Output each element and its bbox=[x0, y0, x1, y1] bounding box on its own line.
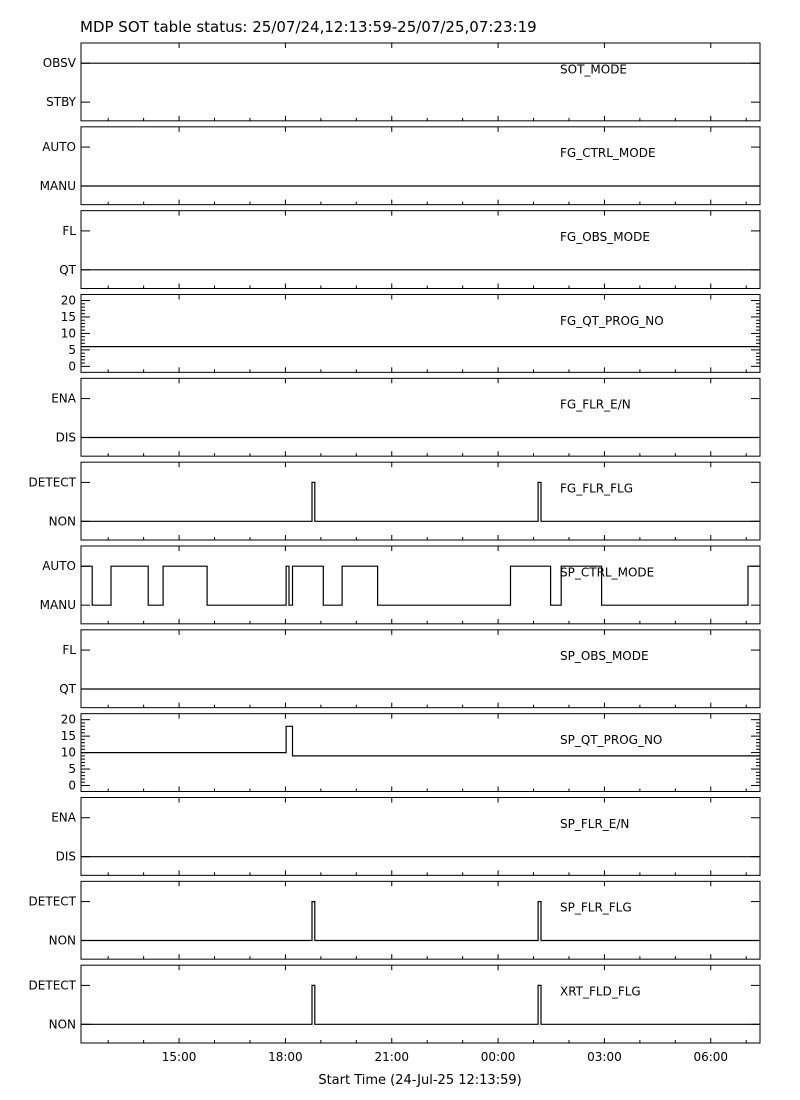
y-tick-label: NON bbox=[48, 1017, 76, 1032]
panel-fg-ctrl-mode bbox=[40, 127, 760, 205]
series-line-xrt-fld-flg bbox=[81, 985, 760, 1024]
y-tick-label: STBY bbox=[46, 95, 76, 110]
panel-sp-flr-flg bbox=[29, 881, 760, 959]
series-name-label: FG_FLR_FLG bbox=[560, 481, 634, 496]
panel-frame bbox=[81, 127, 760, 205]
y-tick-label: 10 bbox=[60, 326, 76, 341]
panel-fg-obs-mode bbox=[59, 211, 760, 289]
panel-frame bbox=[81, 630, 760, 708]
x-tick-label: 18:00 bbox=[268, 1050, 303, 1064]
series-name-label: XRT_FLD_FLG bbox=[560, 984, 641, 999]
panel-frame bbox=[81, 295, 760, 373]
series-name-label: SOT_MODE bbox=[560, 62, 628, 77]
y-tick-label: MANU bbox=[39, 178, 76, 193]
y-tick-label: DIS bbox=[55, 430, 76, 445]
series-name-label: FG_FLR_E/N bbox=[560, 397, 631, 412]
panel-xrt-fld-flg bbox=[29, 965, 760, 1043]
panel-sot-mode bbox=[43, 43, 760, 121]
panel-fg-flr-flg bbox=[29, 462, 760, 540]
panel-frame bbox=[81, 462, 760, 540]
x-axis bbox=[162, 1050, 728, 1064]
y-tick-label: MANU bbox=[39, 598, 76, 613]
y-tick-label: 0 bbox=[68, 778, 76, 793]
series-name-label: SP_QT_PROG_NO bbox=[560, 733, 663, 748]
panel-fg-flr-e-n bbox=[51, 378, 760, 456]
series-line-sp-flr-flg bbox=[81, 902, 760, 941]
panel-fg-qt-prog-no bbox=[61, 294, 760, 374]
panels bbox=[29, 43, 760, 1043]
y-tick-label: DETECT bbox=[28, 475, 76, 490]
series-name-label: SP_FLR_FLG bbox=[560, 900, 632, 915]
panel-frame bbox=[81, 378, 760, 456]
panel-frame bbox=[81, 546, 760, 624]
y-tick-label: FL bbox=[62, 223, 76, 238]
series-name-label: FG_QT_PROG_NO bbox=[560, 313, 664, 328]
y-tick-label: NON bbox=[48, 933, 76, 948]
series-line-sp-ctrl-mode bbox=[81, 566, 760, 605]
panel-sp-ctrl-mode bbox=[40, 546, 760, 624]
y-tick-label: 15 bbox=[60, 309, 76, 324]
series-name-label: FG_OBS_MODE bbox=[560, 230, 650, 245]
panel-frame bbox=[81, 965, 760, 1043]
series-name-label: SP_CTRL_MODE bbox=[560, 565, 655, 580]
panel-frame bbox=[81, 211, 760, 289]
y-tick-label: ENA bbox=[51, 810, 76, 825]
y-tick-label: NON bbox=[48, 514, 76, 529]
y-tick-label: DIS bbox=[55, 849, 76, 864]
y-tick-label: AUTO bbox=[42, 140, 76, 155]
y-tick-label: 15 bbox=[60, 729, 76, 744]
chart-title: MDP SOT table status: 25/07/24,12:13:59-25/07/25,07:23:19 bbox=[80, 18, 537, 36]
y-tick-label: 5 bbox=[68, 762, 76, 777]
x-axis-label: Start Time (24-Jul-25 12:13:59) bbox=[318, 1073, 522, 1088]
panel-frame bbox=[81, 798, 760, 876]
series-name-label: SP_OBS_MODE bbox=[560, 649, 649, 664]
panel-sp-flr-e-n bbox=[51, 798, 760, 876]
y-tick-label: DETECT bbox=[28, 978, 76, 993]
y-tick-label: DETECT bbox=[28, 894, 76, 909]
y-tick-label: QT bbox=[59, 681, 76, 696]
x-tick-label: 15:00 bbox=[161, 1050, 197, 1064]
x-tick-label: 21:00 bbox=[374, 1050, 410, 1064]
series-line-fg-flr-flg bbox=[81, 482, 760, 521]
panel-frame bbox=[81, 43, 760, 121]
y-tick-label: OBSV bbox=[42, 56, 76, 71]
y-tick-label: FL bbox=[62, 643, 76, 658]
y-tick-label: 5 bbox=[68, 342, 76, 357]
panel-frame bbox=[81, 881, 760, 959]
panel-sp-obs-mode bbox=[59, 630, 760, 708]
panel-sp-qt-prog-no bbox=[61, 713, 760, 793]
x-tick-label: 06:00 bbox=[693, 1050, 729, 1064]
x-tick-label: 00:00 bbox=[480, 1050, 516, 1064]
y-tick-label: 0 bbox=[68, 359, 76, 374]
y-tick-label: 20 bbox=[60, 712, 76, 727]
y-tick-label: ENA bbox=[51, 391, 76, 406]
series-name-label: FG_CTRL_MODE bbox=[560, 146, 656, 161]
x-tick-label: 03:00 bbox=[587, 1050, 622, 1064]
y-tick-label: 20 bbox=[60, 293, 76, 308]
y-tick-label: 10 bbox=[60, 745, 76, 760]
series-name-label: SP_FLR_E/N bbox=[560, 816, 630, 831]
y-tick-label: QT bbox=[59, 262, 76, 277]
y-tick-label: AUTO bbox=[42, 559, 76, 574]
